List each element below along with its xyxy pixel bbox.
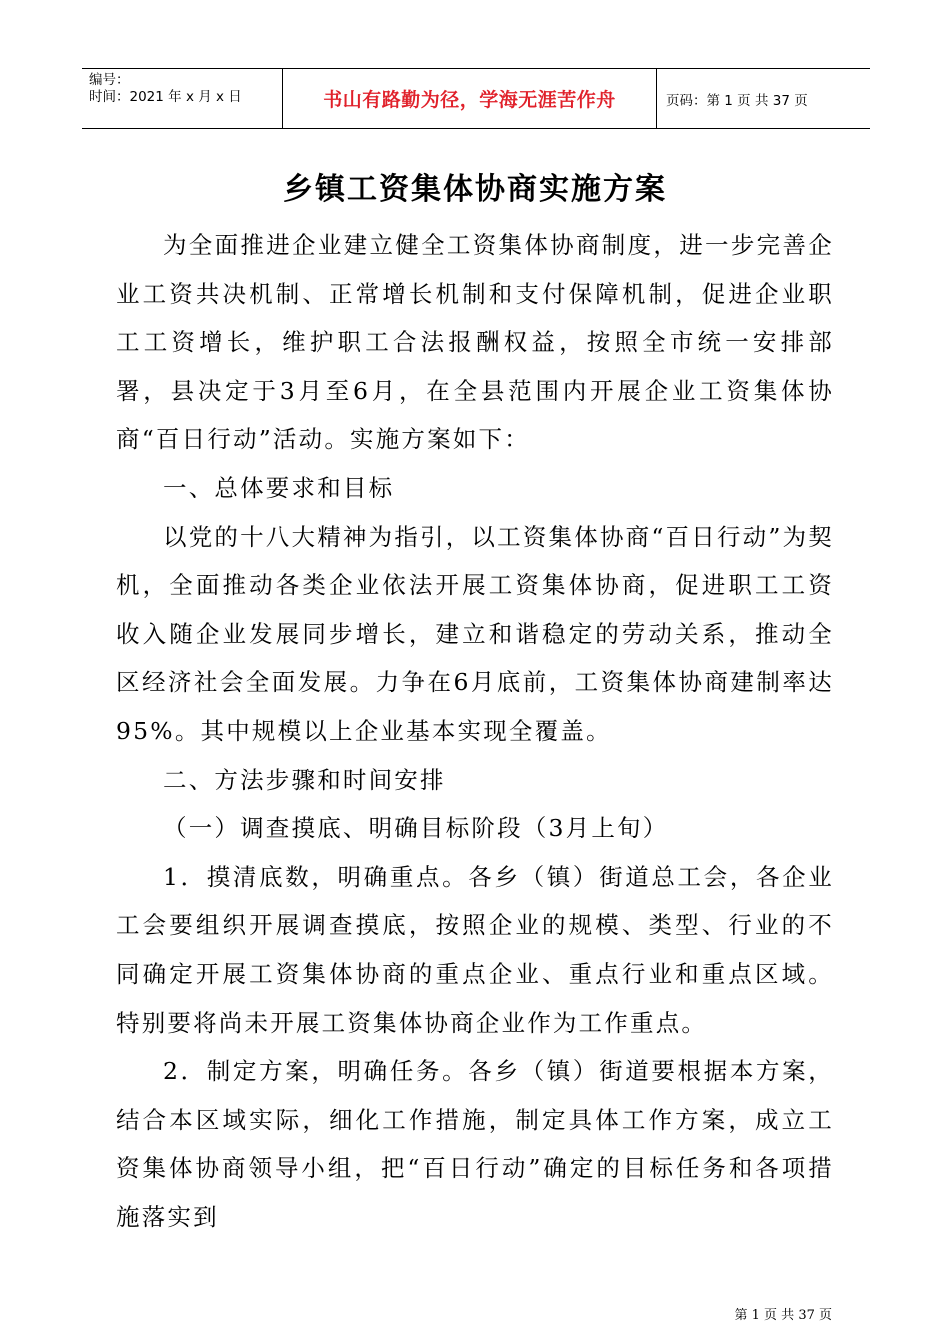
document-body	[116, 221, 834, 1241]
document-title: 乡镇工资集体协商实施方案	[283, 172, 667, 207]
section-heading-2: 二、方法步骤和时间安排	[163, 765, 446, 794]
document-header	[82, 68, 870, 129]
paragraph-item-1: 1．摸清底数，明确重点。各乡（镇）街道总工会，各企业工会要组织开展调查摸底，按照企业的规模、类型、行业的不同确定开展工资集体协商的重点企业、重点行业和重点区域。特别要将尚未开展工资集体协商企业作为工作重点。	[116, 862, 834, 1037]
page-footer: 第 1 页 共 37 页	[734, 1308, 832, 1323]
paragraph-item-2: 2．制定方案，明确任务。各乡（镇）街道要根据本方案，结合本区域实际，细化工作措施，制定具体工作方案，成立工资集体协商领导小组，把“百日行动”确定的目标任务和各项措施落实到	[116, 1057, 834, 1231]
header-motto: 书山有路勤为径，学海无涯苦作舟	[283, 69, 657, 128]
header-meta	[82, 69, 283, 128]
document-number-label: 编号：	[89, 72, 130, 88]
section-heading-1: 一、总体要求和目标	[163, 473, 395, 502]
header-page-info: 页码：第 1 页 共 37 页	[666, 92, 808, 109]
subsection-heading-1: （一）调查摸底、明确目标阶段（3月上旬）	[163, 814, 669, 843]
paragraph-intro: 为全面推进企业建立健全工资集体协商制度，进一步完善企业工资共决机制、正常增长机制和支付保障机制，促进企业职工工资增长，维护职工合法报酬权益，按照全市统一安排部署，县决定于3月至6月，在全县范围内开展企业工资集体协商“百日行动”活动。实施方案如下：	[116, 231, 834, 454]
document-time-label: 时间：2021 年 x 月 x 日	[89, 89, 242, 105]
paragraph-goals: 以党的十八大精神为指引，以工资集体协商“百日行动”为契机，全面推动各类企业依法开展工资集体协商，促进职工工资收入随企业发展同步增长，建立和谐稳定的劳动关系，推动全区经济社会全面发展。力争在6月底前，工资集体协商建制率达95%。其中规模以上企业基本实现全覆盖。	[116, 522, 834, 745]
